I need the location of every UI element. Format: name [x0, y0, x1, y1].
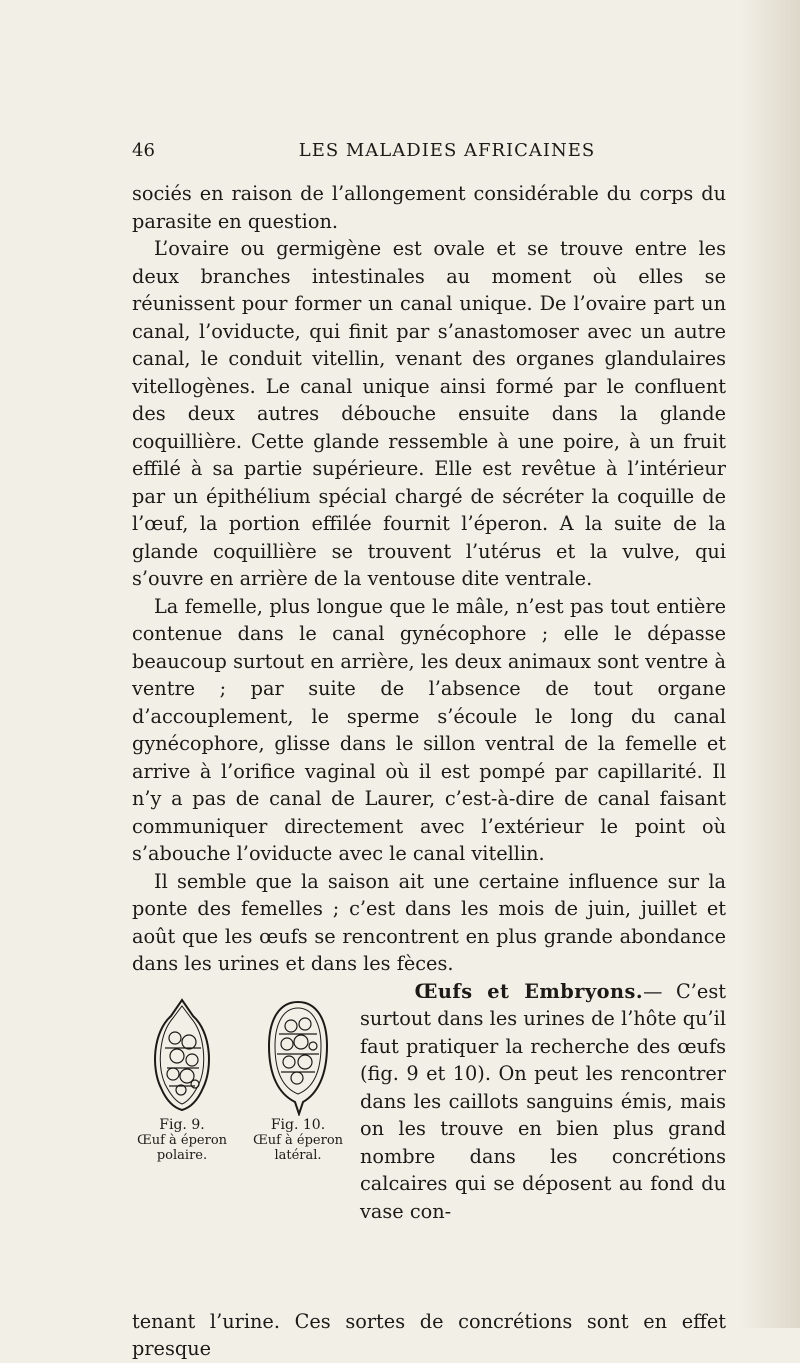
section-text-column — [360, 978, 726, 1226]
paragraph: sociés en raison de l’allongement considérable du corps du parasite en question. — [132, 182, 726, 233]
figure-label: Fig. 10. — [270, 1116, 326, 1133]
section-paragraph — [360, 978, 726, 1226]
section-title: Œufs et Embryons. — [414, 979, 644, 1003]
section-continuation — [132, 1308, 726, 1363]
egg-polar-spur-illustration — [147, 998, 217, 1116]
running-title: LES MALADIES AFRICAINES — [298, 140, 596, 161]
figure-10 — [248, 998, 348, 1163]
paragraph: Il semble que la saison ait une certaine influence sur la ponte des femelles ; c’est dans les mois de juin, juillet et août que les œufs se rencontrent en plus grande abondance dans les urines et dans les fèces. — [132, 869, 726, 975]
paragraph: L’ovaire ou germigène est ovale et se trouve entre les deux branches intestinales au moment où elles se réunissent pour former un canal unique. De l’ovaire part un canal, l’oviducte, qui finit par s’anastomoser avec un autre canal, le conduit vitellin, venant des organes glandulaires vitellogènes. Le canal unique ainsi formé par le confluent des deux autres débouche ensuite dans la glande coquillière. Cette glande ressemble à une poire, à un fruit effilé à sa partie supérieure. Elle est revêtue à l’intérieur par un épithélium spécial chargé de sécréter la coquille de l’œuf, la portion effilée fournit l’éperon. A la suite de la glande coquillière se trouvent l’utérus et la vulve, qui s’ouvre en arrière de la ventouse dite ventrale. — [132, 237, 726, 590]
page-number: 46 — [132, 140, 155, 161]
body-text — [132, 180, 726, 1360]
figure-caption: Œuf à éperon latéral. — [252, 1132, 344, 1163]
page-header — [132, 140, 732, 166]
paragraph: La femelle, plus longue que le mâle, n’est pas tout entière contenue dans le canal gynécophore ; elle le dépasse beaucoup surtout en arrière, les deux animaux sont ventre à ventre ; par suite de l’absence de tout organe d’accouplement, le sperme s’écoule le long du canal gynécophore, glisse dans le sillon ventral de la femelle et arrive à l’orifice vaginal où il est pompé par capillarité. Il n’y a pas de canal de Laurer, c’est-à-dire de canal faisant communiquer directement avec l’extérieur le point où s’abouche l’oviducte avec le canal vitellin. — [132, 594, 726, 865]
figure-9 — [132, 998, 232, 1163]
figures — [132, 978, 352, 1308]
page-edge-shadow — [740, 0, 800, 1328]
section-text: — C’est surtout dans les urines de l’hôte qu’il faut pratiquer la recherche des œufs (fig. 9 et 10). On peut les rencontrer dans les caillots sanguins émis, mais on les trouve en bien plus grand nombre dans les concrétions calcaires qui se déposent au fond du vase con- — [360, 979, 726, 1223]
eggs-section — [132, 978, 726, 1360]
egg-lateral-spur-illustration — [263, 998, 333, 1116]
figure-caption: Œuf à éperon polaire. — [136, 1132, 228, 1163]
figure-label: Fig. 9. — [159, 1116, 205, 1133]
continuation-line: tenant l’urine. Ces sortes de concrétions sont en effet presque — [132, 1309, 726, 1360]
